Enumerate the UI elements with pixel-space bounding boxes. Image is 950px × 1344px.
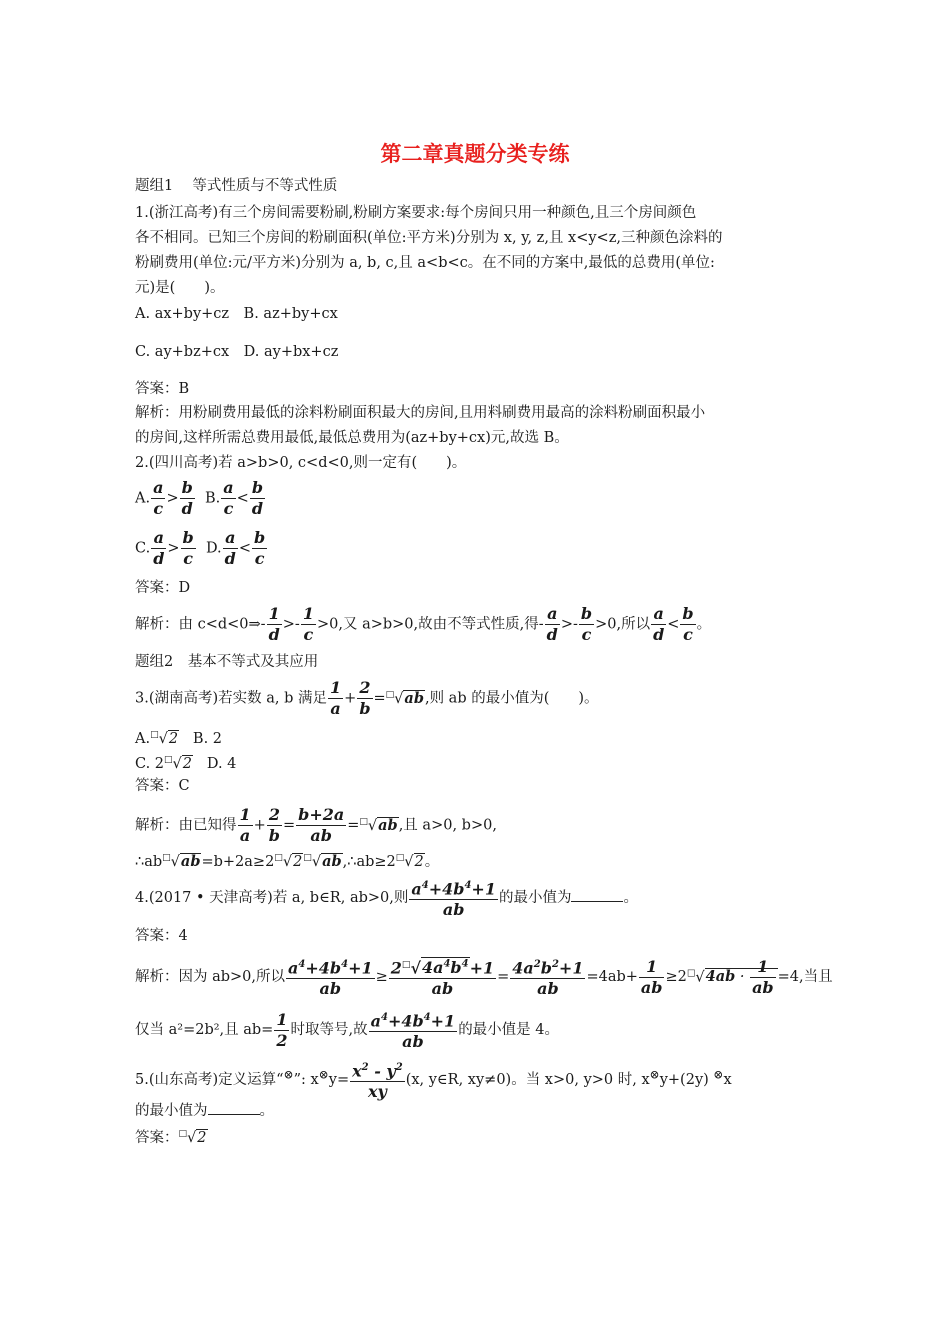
fraction: $\frac{a^4+4b^4+1}{ab}$ bbox=[369, 1008, 458, 1052]
radical: □√ab bbox=[162, 852, 201, 870]
q5-answer: 答案：□√2 bbox=[135, 1124, 208, 1148]
q2-option-b-label: B. bbox=[205, 490, 221, 507]
answer-blank bbox=[208, 1114, 260, 1115]
radical: □√ab bbox=[385, 689, 424, 707]
group1-heading: 题组1 等式性质与不等式性质 bbox=[135, 178, 338, 194]
q3-answer: 答案：C bbox=[135, 778, 190, 794]
fraction: $\frac{4a^2b^2+1}{ab}$ bbox=[510, 955, 585, 999]
q2-option-a-label: A. bbox=[135, 490, 151, 507]
fraction: $\frac{2^□√4a^4b^4+1}{ab}$ bbox=[389, 955, 496, 999]
radical: □√2 bbox=[178, 1129, 207, 1146]
q4-explanation-line2: 仅当 a²=2b²,且 ab= $\frac{1}{2}$ 时取等号,故 $\frac{a^4+4b^4+1}{ab}$ 的最小值是 4。 bbox=[135, 1009, 560, 1052]
fraction: $\frac{a}{c}$ bbox=[223, 478, 234, 518]
fraction: $\frac{a}{d}$ bbox=[546, 604, 558, 644]
fraction: $\frac{1}{a}$ bbox=[239, 805, 251, 845]
q5-stem-line1: 5.(山东高考)定义运算“⊗”: x⊗y= $\frac{x^2 - y^2}{xy}$ (x, y∈R, xy≠0)。当 x>0, y>0 时, x⊗y+(2y) ⊗x bbox=[135, 1058, 732, 1102]
radical: □√2 bbox=[150, 730, 179, 747]
q2-explanation: 解析：由 c<d<0⇒- $\frac{1}{d}$ >- $\frac{1}{c}$ >0,又 a>b>0,故由不等式性质,得- $\frac{a}{d}$ >- $\frac{b}{c}$ >0,所以 $\frac{a}{d}$ < $\frac{b}{c}$ 。 bbox=[135, 604, 712, 644]
q4-stem: 4.(2017 • 天津高考)若 a, b∈R, ab>0,则 $\frac{a^4+4b^4+1}{ab}$ 的最小值为 。 bbox=[135, 876, 638, 920]
q3-explanation-line1: 解析：由已知得 $\frac{1}{a}$ + $\frac{2}{b}$ = $\frac{b+2a}{ab}$ =□√ab,且 a>0, b>0, bbox=[135, 805, 497, 845]
q5-stem-line2: 的最小值为 。 bbox=[135, 1103, 274, 1119]
q1-line1: 1.(浙江高考)有三个房间需要粉刷,粉刷方案要求:每个房间只用一种颜色,且三个房间颜色 bbox=[135, 205, 697, 221]
fraction: $\frac{1}{a}$ bbox=[330, 678, 342, 718]
q4-explanation-line1: 解析：因为 ab>0,所以 $\frac{a^4+4b^4+1}{ab}$ ≥ $\frac{2^□√4a^4b^4+1}{ab}$ = $\frac{4a^2b^2+1}{ab}$ =4ab+ $\frac{1}{ab}$ ≥2□√4ab · $\frac{1}{ab}$ =4,当且 bbox=[135, 956, 833, 999]
q3-explanation-line2: ∴ab□√ab=b+2a≥2□√2□√ab,∴ab≥2□√2。 bbox=[135, 848, 439, 872]
fraction: $\frac{1}{c}$ bbox=[302, 604, 314, 644]
fraction: $\frac{b}{c}$ bbox=[254, 528, 266, 568]
q1-line4: 元)是( )。 bbox=[135, 280, 225, 296]
radical: □√2 bbox=[395, 853, 424, 870]
page-title: 第二章真题分类专练 bbox=[380, 142, 570, 166]
q2-stem: 2.(四川高考)若 a>b>0, c<d<0,则一定有( )。 bbox=[135, 455, 467, 471]
fraction: $\frac{b}{c}$ bbox=[580, 604, 593, 644]
radical: □√2 bbox=[164, 755, 193, 772]
q1-answer: 答案：B bbox=[135, 381, 190, 397]
q1-options-cd: C. ay+bz+cx D. ay+bx+cz bbox=[135, 344, 339, 360]
q1-explanation-line2: 的房间,这样所需总费用最低,最低总费用为(az+by+cx)元,故选 B。 bbox=[135, 430, 569, 446]
fraction: $\frac{b}{d}$ bbox=[251, 478, 264, 518]
q3-stem: 3.(湖南高考)若实数 a, b 满足 $\frac{1}{a}$ + $\frac{2}{b}$ =□√ab,则 ab 的最小值为( )。 bbox=[135, 678, 599, 718]
fraction: $\frac{a^4+4b^4+1}{ab}$ bbox=[286, 955, 375, 999]
radical: □√2 bbox=[274, 853, 303, 870]
q1-options-ab: A. ax+by+cz B. az+by+cx bbox=[135, 306, 338, 322]
fraction: $\frac{2}{b}$ bbox=[268, 805, 280, 845]
otimes-icon: ⊗ bbox=[713, 1067, 724, 1082]
fraction: $\frac{a}{d}$ bbox=[653, 604, 665, 644]
fraction: $\frac{a}{d}$ bbox=[153, 528, 165, 568]
fraction: $\frac{1}{d}$ bbox=[268, 604, 280, 644]
radical: □√4ab · $\frac{1}{ab}$ bbox=[687, 957, 778, 998]
q2-option-c-label: C. bbox=[135, 540, 151, 557]
q2-answer: 答案：D bbox=[135, 580, 191, 596]
q4-answer: 答案：4 bbox=[135, 928, 188, 944]
q2-options-ab: A. $\frac{a}{c}$ > $\frac{b}{d}$ B. $\frac{a}{c}$ < $\frac{b}{d}$ bbox=[135, 478, 264, 518]
fraction: $\frac{a}{c}$ bbox=[153, 478, 164, 518]
q2-option-d-label: D. bbox=[205, 540, 222, 557]
q3-options-cd: C. 2□√2 D. 4 bbox=[135, 750, 236, 774]
fraction: $\frac{b}{c}$ bbox=[182, 528, 194, 568]
q1-line2: 各不相同。已知三个房间的粉刷面积(单位:平方米)分别为 x, y, z,且 x<y<z,三种颜色涂料的 bbox=[135, 230, 723, 246]
fraction: $\frac{b}{d}$ bbox=[181, 478, 193, 518]
q1-explanation-line1: 解析：用粉刷费用最低的涂料粉刷面积最大的房间,且用料刷费用最高的涂料粉刷面积最小 bbox=[135, 405, 706, 421]
fraction: $\frac{a}{d}$ bbox=[224, 528, 236, 568]
q1-line3: 粉刷费用(单位:元/平方米)分别为 a, b, c,且 a<b<c。在不同的方案中,最低的总费用(单位: bbox=[135, 255, 715, 271]
q3-options-ab: A.□√2 B. 2 bbox=[135, 725, 222, 749]
radical: □√ab bbox=[303, 852, 342, 870]
otimes-icon: ⊗ bbox=[649, 1067, 660, 1082]
q2-options-cd: C. $\frac{a}{d}$ > $\frac{b}{c}$ D. $\frac{a}{d}$ < $\frac{b}{c}$ bbox=[135, 528, 266, 568]
fraction: $\frac{a^4+4b^4+1}{ab}$ bbox=[409, 876, 498, 920]
otimes-icon: ⊗ bbox=[283, 1067, 294, 1082]
fraction: $\frac{1}{2}$ bbox=[276, 1009, 288, 1050]
fraction: $\frac{2}{b}$ bbox=[359, 678, 371, 718]
radical: □√ab bbox=[359, 816, 398, 834]
fraction: $\frac{b}{c}$ bbox=[682, 604, 694, 644]
fraction: $\frac{x^2 - y^2}{xy}$ bbox=[350, 1058, 405, 1102]
answer-blank bbox=[571, 901, 623, 902]
otimes-icon: ⊗ bbox=[318, 1067, 329, 1082]
fraction: $\frac{1}{ab}$ bbox=[640, 956, 663, 997]
fraction: $\frac{b+2a}{ab}$ bbox=[298, 805, 345, 845]
group2-heading: 题组2 基本不等式及其应用 bbox=[135, 654, 319, 670]
